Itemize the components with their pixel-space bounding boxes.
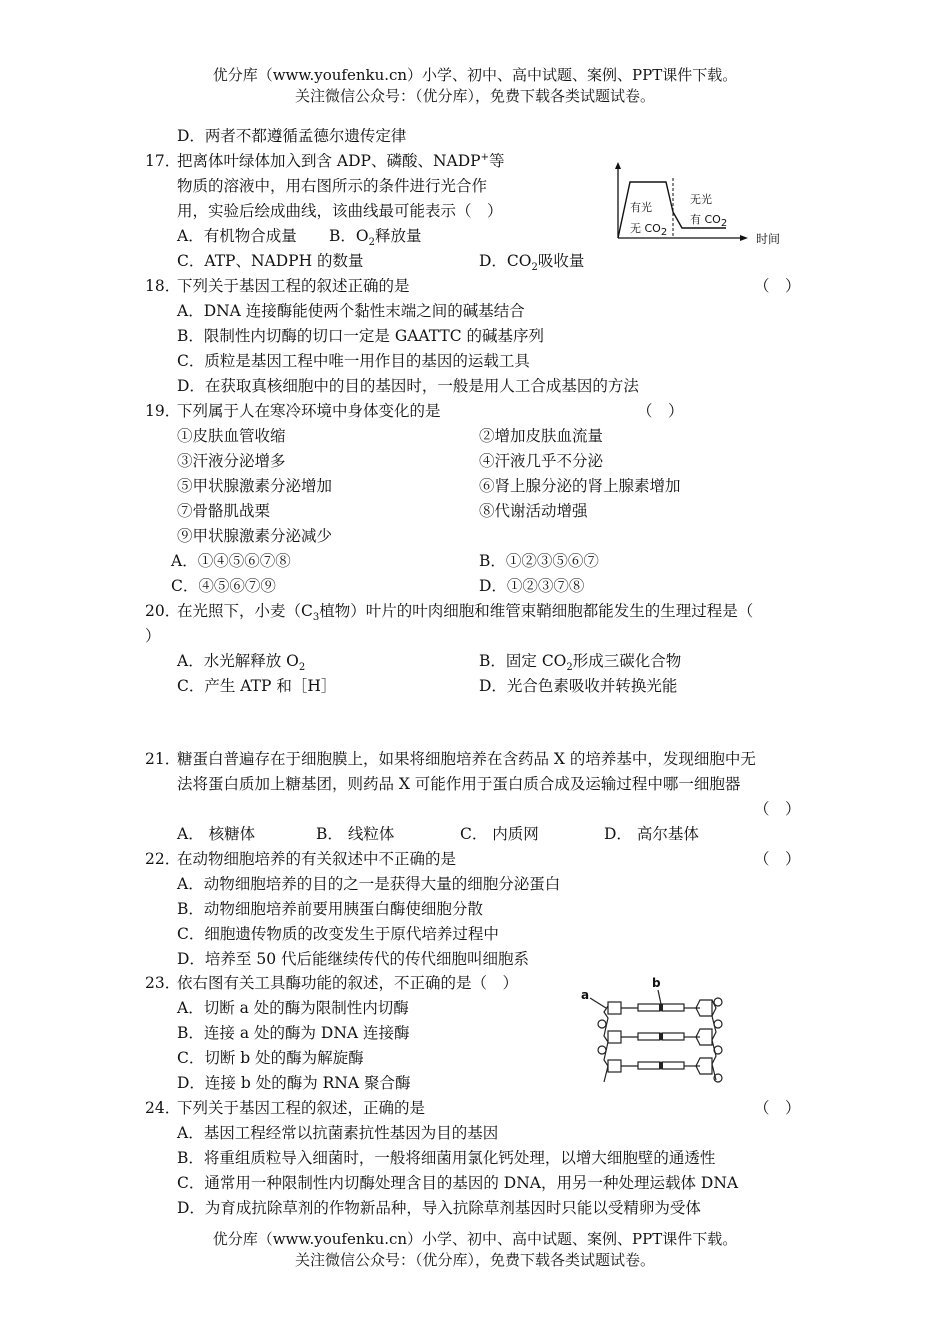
q19-option-b: B．①②③⑤⑥⑦ bbox=[479, 552, 599, 570]
q19-stem: 下列属于人在寒冷环境中身体变化的是 bbox=[177, 402, 441, 420]
q22-option-d: D．培养至 50 代后能继续传代的传代细胞叫细胞系 bbox=[177, 950, 530, 968]
pointer-b bbox=[658, 990, 661, 1004]
q23-option-a: A．切断 a 处的酶为限制性内切酶 bbox=[177, 999, 409, 1017]
row3-left-base bbox=[638, 1062, 660, 1069]
q17-stem-line-1: 把离体叶绿体加入到含 ADP、磷酸、NADP+等 bbox=[177, 151, 505, 170]
pointer-a bbox=[590, 998, 606, 1008]
q23-option-c: C．切断 b 处的酶为解旋酶 bbox=[177, 1049, 364, 1067]
right-phosphate-2 bbox=[714, 1020, 722, 1028]
q18-answer-paren: （ ） bbox=[754, 277, 801, 295]
y-axis-arrow bbox=[615, 162, 621, 169]
q22-answer-paren: （ ） bbox=[754, 850, 801, 868]
q22-stem: 在动物细胞培养的有关叙述中不正确的是 bbox=[177, 850, 457, 868]
q24-stem: 下列关于基因工程的叙述，正确的是 bbox=[177, 1099, 426, 1117]
q19-option-a: A．①④⑤⑥⑦⑧ bbox=[171, 552, 291, 570]
q21-option-d: D． 高尔基体 bbox=[604, 825, 699, 843]
q21-option-a: A． 核糖体 bbox=[177, 825, 256, 843]
footer-line-2: 关注微信公众号：（优分库），免费下载各类试题试卷。 bbox=[294, 1251, 655, 1269]
q16-option-d: D．两者不都遵循孟德尔遗传定律 bbox=[177, 127, 407, 145]
q19-item-5: ⑤甲状腺激素分泌增加 bbox=[177, 477, 333, 495]
q22-option-b: B．动物细胞培养前要用胰蛋白酶使细胞分散 bbox=[177, 900, 483, 918]
left-pentagon-1 bbox=[608, 1002, 621, 1014]
q19-item-1: ①皮肤血管收缩 bbox=[177, 427, 286, 445]
q24-number: 24． bbox=[145, 1099, 181, 1117]
row3-hbond-mark bbox=[659, 1062, 663, 1069]
q20-stem-continuation: ） bbox=[145, 627, 161, 645]
q20-option-c: C．产生 ATP 和［H］ bbox=[177, 677, 337, 695]
q24-option-d: D．为育成抗除草剂的作物新品种，导入抗除草剂基因时只能以受精卵为受体 bbox=[177, 1199, 701, 1217]
q19-item-8: ⑧代谢活动增强 bbox=[479, 502, 588, 520]
q17-option-a: A．有机物合成量 bbox=[177, 227, 297, 245]
q21-stem-line-1: 糖蛋白普遍存在于细胞膜上，如果将细胞培养在含药品 X 的培养基中，发现细胞中无 bbox=[177, 750, 756, 768]
q22-number: 22． bbox=[145, 850, 181, 868]
q22-option-c: C．细胞遗传物质的改变发生于原代培养过程中 bbox=[177, 925, 499, 943]
q19-item-2: ②增加皮肤血流量 bbox=[479, 427, 604, 445]
right-phosphate-1 bbox=[714, 998, 722, 1006]
q24-option-a: A．基因工程经常以抗菌素抗性基因为目的基因 bbox=[177, 1124, 499, 1142]
q18-number: 18． bbox=[145, 277, 181, 295]
q18-option-a: A．DNA 连接酶能使两个黏性末端之间的碱基结合 bbox=[177, 302, 525, 320]
header-line-2: 关注微信公众号：（优分库），免费下载各类试题试卷。 bbox=[294, 87, 655, 105]
q17-number: 17． bbox=[145, 152, 181, 170]
q19-item-6: ⑥肾上腺分泌的肾上腺素增加 bbox=[479, 477, 681, 495]
q24-answer-paren: （ ） bbox=[754, 1099, 801, 1117]
q23-option-d: D．连接 b 处的酶为 RNA 聚合酶 bbox=[177, 1074, 411, 1092]
q17-stem-line-2: 物质的溶液中，用右图所示的条件进行光合作 bbox=[177, 177, 488, 195]
row1-right-base bbox=[662, 1004, 684, 1011]
q22-option-a: A．动物细胞培养的目的之一是获得大量的细胞分泌蛋白 bbox=[177, 875, 561, 893]
q19-item-4: ④汗液几乎不分泌 bbox=[479, 452, 604, 470]
fig-label-b: b bbox=[652, 976, 661, 990]
q21-answer-paren: （ ） bbox=[754, 800, 801, 818]
q20-option-b: B．固定 $CO_2$形成三碳化合物 bbox=[479, 652, 682, 674]
row2-left-base bbox=[638, 1033, 660, 1040]
q20-number: 20． bbox=[145, 602, 181, 620]
row3-right-base bbox=[662, 1062, 684, 1069]
q20-option-d: D．光合色素吸收并转换光能 bbox=[479, 677, 678, 695]
right-phosphate-3 bbox=[714, 1046, 722, 1054]
footer-line-1: 优分库（www.youfenku.cn）小学、初中、高中试题、案例、PPT课件下载。 bbox=[212, 1230, 738, 1248]
row1-left-base bbox=[638, 1004, 660, 1011]
q23-dna-structure-figure bbox=[578, 978, 738, 1094]
row2-hbond-mark bbox=[659, 1033, 663, 1040]
q18-option-d: D．在获取真核细胞中的目的基因时，一般是用人工合成基因的方法 bbox=[177, 377, 639, 395]
q20-stem: 在光照下，小麦（$C_3$植物）叶片的叶肉细胞和维管束鞘细胞都能发生的生理过程是（ bbox=[177, 602, 754, 624]
header-line-1: 优分库（www.youfenku.cn）小学、初中、高中试题、案例、PPT课件下载。 bbox=[212, 66, 738, 84]
q20-option-a: A．水光解释放 $O_2$ bbox=[177, 652, 306, 674]
q23-stem: 依右图有关工具酶功能的叙述，不正确的是（ ） bbox=[177, 974, 519, 992]
q19-item-7: ⑦骨骼肌战栗 bbox=[177, 502, 271, 520]
q17-option-c: C．ATP、NADPH 的数量 bbox=[177, 252, 364, 270]
row2-right-base bbox=[662, 1033, 684, 1040]
q24-option-b: B．将重组质粒导入细菌时，一般将细菌用氯化钙处理，以增大细胞壁的通透性 bbox=[177, 1149, 716, 1167]
q24-option-c: C．通常用一种限制性内切酶处理含目的基因的 DNA，用另一种处理运载体 DNA bbox=[177, 1174, 739, 1192]
left-phosphate-1 bbox=[598, 1020, 606, 1028]
fig-x-axis-label: 时间 bbox=[756, 232, 781, 246]
fig-left-label-top: 有光 bbox=[630, 201, 652, 214]
q23-number: 23． bbox=[145, 974, 181, 992]
q17-stem-line-3: 用，实验后绘成曲线，该曲线最可能表示（ ） bbox=[177, 202, 503, 220]
q19-number: 19． bbox=[145, 402, 181, 420]
x-axis-arrow bbox=[740, 235, 748, 241]
q19-item-3: ③汗液分泌增多 bbox=[177, 452, 286, 470]
q18-option-c: C．质粒是基因工程中唯一用作目的基因的运载工具 bbox=[177, 352, 530, 370]
fig-label-a: a bbox=[581, 988, 590, 1002]
q19-item-9: ⑨甲状腺激素分泌减少 bbox=[177, 527, 333, 545]
q19-option-d: D．①②③⑦⑧ bbox=[479, 577, 585, 595]
q19-option-c: C．④⑤⑥⑦⑨ bbox=[171, 577, 276, 595]
q21-option-c: C． 内质网 bbox=[460, 825, 539, 843]
row1-hbond-mark bbox=[659, 1004, 663, 1011]
q17-light-curve-figure bbox=[610, 160, 790, 252]
fig-left-label-bottom: 无 $CO_2$ bbox=[630, 222, 668, 239]
left-phosphate-2 bbox=[598, 1046, 606, 1054]
q21-stem-line-2: 法将蛋白质加上糖基团，则药品 X 可能作用于蛋白质合成及运输过程中哪一细胞器 bbox=[177, 775, 741, 793]
fig-right-label-bottom: 有 $CO_2$ bbox=[690, 213, 728, 230]
q18-stem: 下列关于基因工程的叙述正确的是 bbox=[177, 277, 410, 295]
q19-answer-paren: （ ） bbox=[637, 402, 684, 420]
q17-option-b: B．$O_2$释放量 bbox=[329, 227, 422, 249]
left-pentagon-2 bbox=[608, 1031, 621, 1043]
q21-option-b: B． 线粒体 bbox=[316, 825, 395, 843]
q17-option-d: D．$CO_2$吸收量 bbox=[479, 252, 585, 274]
q23-option-b: B．连接 a 处的酶为 DNA 连接酶 bbox=[177, 1024, 410, 1042]
q18-option-b: B．限制性内切酶的切口一定是 GAATTC 的碱基序列 bbox=[177, 327, 544, 345]
fig-right-label-top: 无光 bbox=[690, 193, 712, 206]
q21-number: 21． bbox=[145, 750, 181, 768]
left-pentagon-3 bbox=[608, 1060, 621, 1072]
